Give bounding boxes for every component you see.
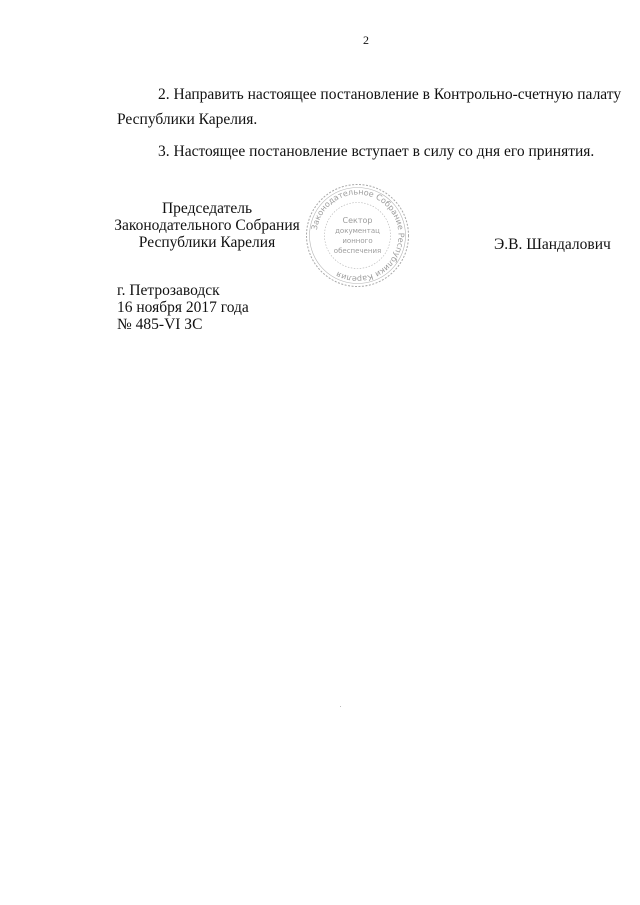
stamp-center-line-4: обеспечения bbox=[333, 247, 382, 255]
paragraph-2-line-1: 2. Направить настоящее постановление в Контрольно-счетную палату bbox=[158, 86, 622, 103]
signatory-title-line-1: Председатель bbox=[161, 200, 253, 217]
stamp-center-line-3: ионного bbox=[342, 237, 373, 245]
signatory-name: Э.В. Шандалович bbox=[494, 236, 611, 253]
official-stamp bbox=[300, 183, 415, 288]
document-footer bbox=[117, 282, 249, 333]
city: г. Петрозаводск bbox=[117, 282, 220, 299]
stamp-center-line-1: Сектор bbox=[342, 216, 373, 225]
document-date: 16 ноября 2017 года bbox=[117, 299, 249, 316]
page-number: 2 bbox=[363, 33, 369, 47]
stamp-center-line-2: документац bbox=[335, 227, 380, 235]
signatory-title-line-2: Законодательного Собрания bbox=[114, 217, 300, 234]
stamp-seal-icon bbox=[300, 183, 415, 288]
document-number: № 485-VI ЗС bbox=[117, 316, 203, 333]
signatory-title-line-3: Республики Карелия bbox=[138, 234, 276, 251]
paragraph-2-line-2: Республики Карелия. bbox=[117, 111, 258, 128]
stamp-ring-text: Законодательное Собрание Республики Карелия bbox=[309, 187, 406, 284]
signatory-title bbox=[110, 200, 304, 251]
paragraph-3: 3. Настоящее постановление вступает в силу со дня его принятия. bbox=[158, 143, 595, 160]
scan-speck bbox=[340, 706, 341, 707]
